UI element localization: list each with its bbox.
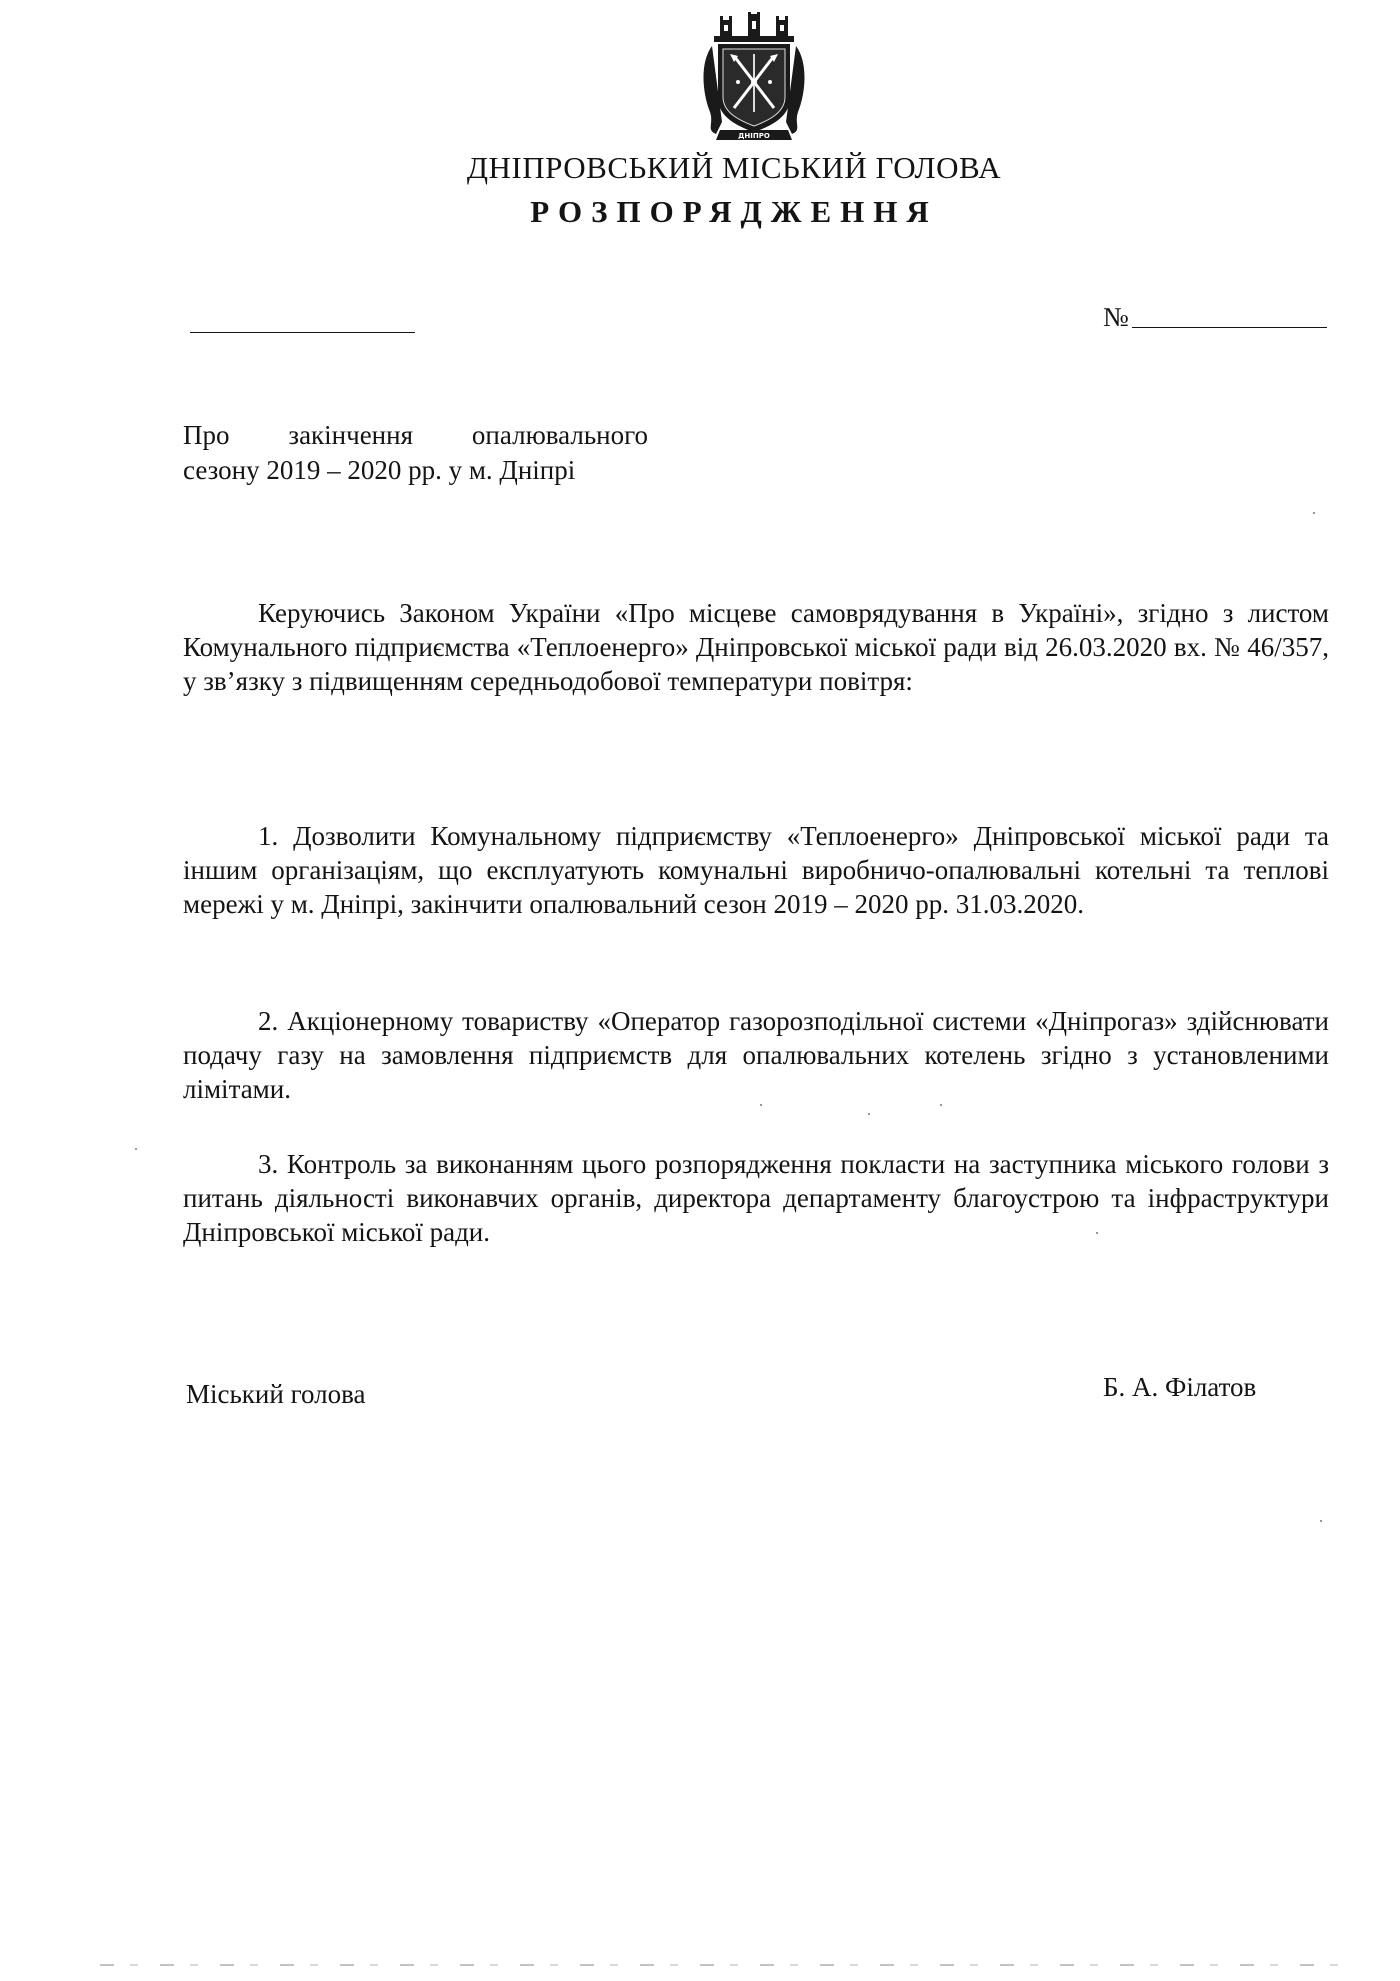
signatory-title: Міський голова [186,1379,366,1409]
order-item-3: 3. Контроль за виконанням цього розпорядження покласти на заступника міського голови з питань діяльності виконавчих органів, директора департаменту благоустрою та інфраструктури Дніпровської міської ради. [183,1149,1329,1247]
scan-edge-artifact [100,1964,1340,1966]
subject-line-2: сезону 2019 – 2020 рр. у м. Дніпрі [183,455,576,485]
preamble-paragraph: Керуючись Законом України «Про місцеве самоврядування в Україні», згідно з листом Комунального підприємства «Теплоенерго» Дніпровської міської ради від 26.03.2020 вх. № 46/357, у зв’язку з підвищенням середньодобової температури повітря: [183,598,1329,696]
document-type-title: РОЗПОРЯДЖЕННЯ [530,194,938,229]
signatory-name: Б. А. Філатов [1103,1372,1257,1402]
number-blank-line [1132,327,1327,328]
subject-word: Про [183,420,230,450]
subject-line-1 [183,418,648,453]
scan-speck [1096,1232,1098,1234]
scan-speck [760,1104,762,1106]
order-item-1: 1. Дозволити Комунальному підприємству «Теплоенерго» Дніпровської міської ради та іншим організаціям, що експлуатують комунальні виробничо-опалювальні котельні та теплові мережі у м. Дніпрі, закінчити опалювальний сезон 2019 – 2020 рр. 31.03.2020. [183,821,1329,919]
subject-word: опалювального [471,420,648,450]
scan-speck [868,1113,870,1115]
scan-speck [1313,512,1315,514]
date-blank-line [190,332,415,333]
svg-text:ДНІПРО: ДНІПРО [738,132,770,140]
issuing-authority: ДНІПРОВСЬКИЙ МІСЬКИЙ ГОЛОВА [466,150,1002,185]
scan-speck [940,1104,942,1106]
document-subject [183,418,663,488]
document-number-field [1103,296,1327,332]
coat-of-arms-icon [702,12,806,147]
number-sign: № [1103,302,1129,332]
scan-speck [1320,1520,1322,1522]
subject-word: закінчення [288,420,414,450]
scan-speck [135,1148,137,1150]
order-item-2: 2. Акціонерному товариству «Оператор газорозподільної системи «Дніпрогаз» здійснювати подачу газу на замовлення підприємств для опалювальних котелень згідно з установленими лімітами. [183,1006,1329,1104]
